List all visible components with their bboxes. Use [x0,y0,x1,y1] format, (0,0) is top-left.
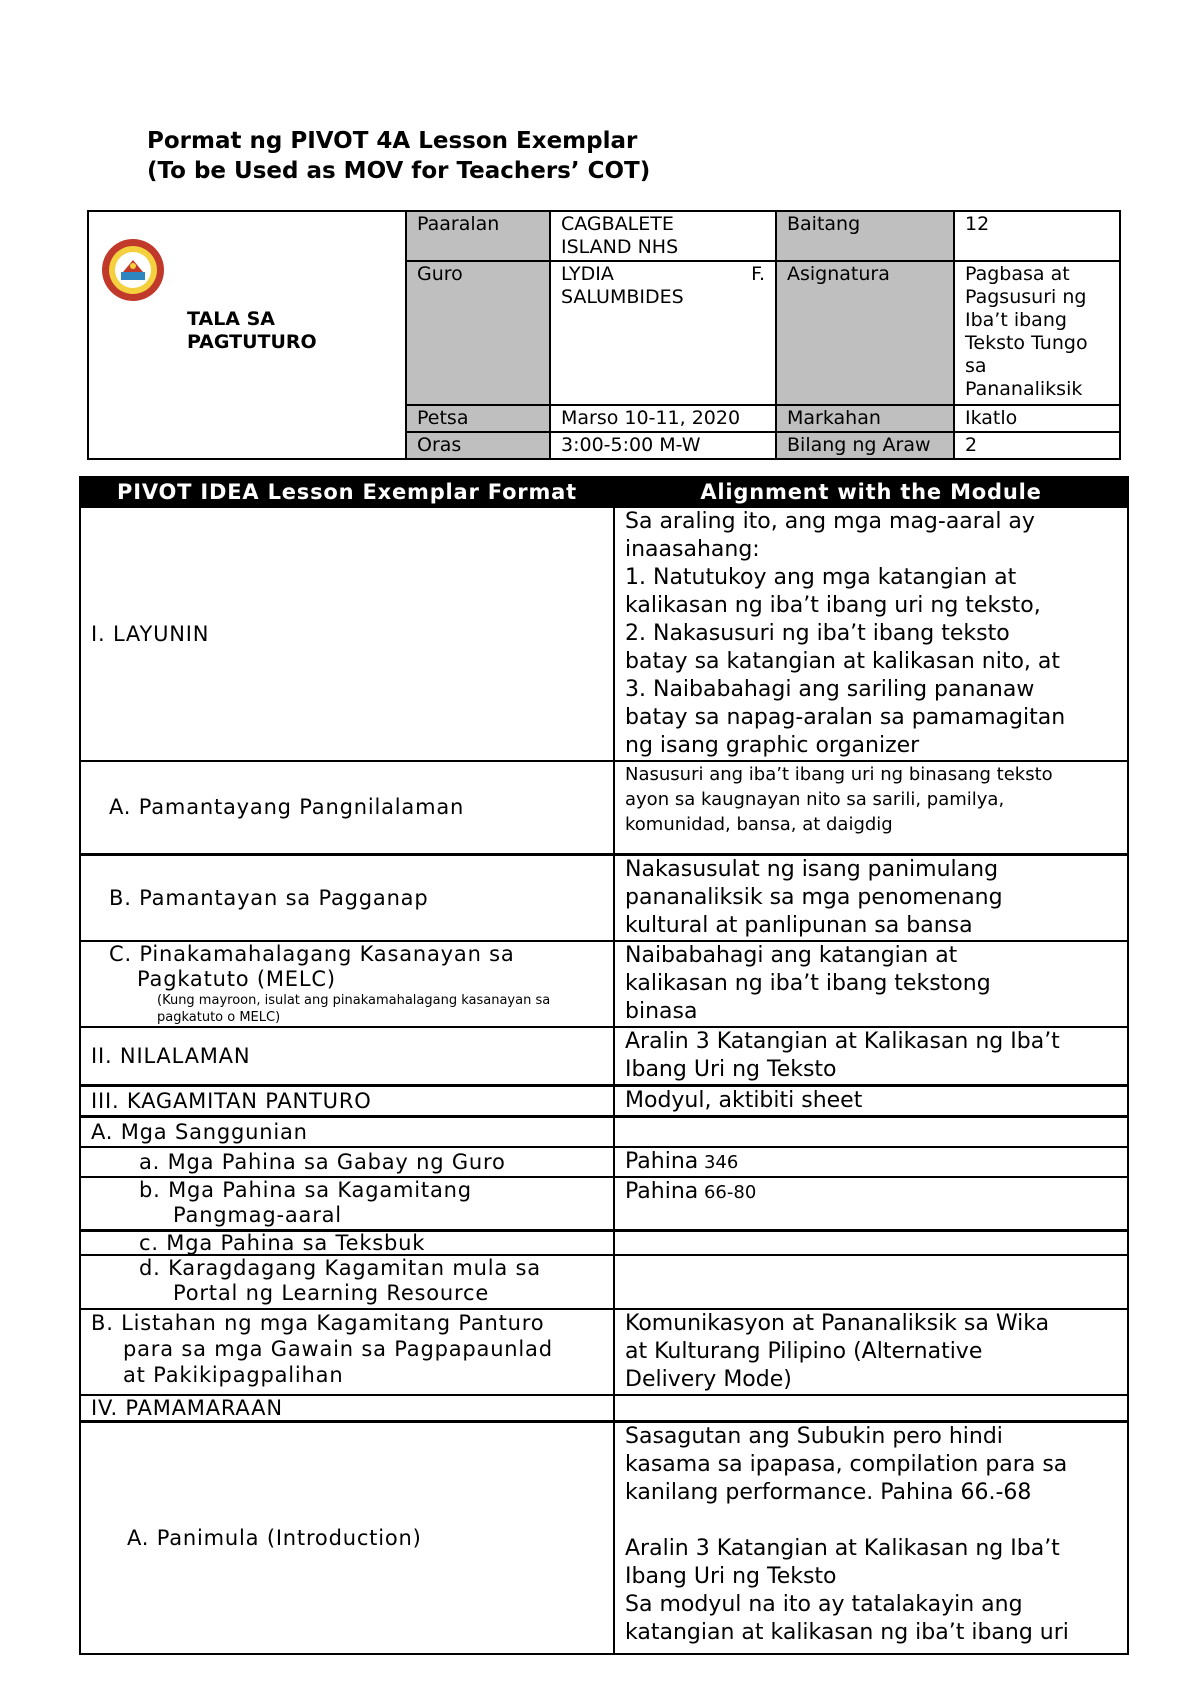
table-row [80,1116,1128,1147]
kagamitan-label: III. KAGAMITAN PANTURO [80,1085,614,1116]
table-row [80,1231,1128,1256]
nilalaman-label: II. NILALAMAN [80,1027,614,1086]
panimula-label: A. Panimula (Introduction) [80,1422,614,1654]
tala-sa-pagtuturo: TALA SA PAGTUTURO [187,308,317,353]
asignatura-label: Asignatura [776,261,954,405]
melc-value: Naibabahagi ang katangian at kalikasan ng iba’t ibang tekstong binasa [614,941,1128,1027]
listahan-label: B. Listahan ng mga Kagamitang Panturo para sa mga Gawain sa Pagpapaunlad at Pakikipagpalihan [80,1309,614,1395]
pagganap-label: B. Pamantayan sa Pagganap [80,854,614,941]
document-title [147,126,650,186]
oras-value: 3:00-5:00 M-W [550,432,776,459]
kagamitang-value: Pahina 66-80 [614,1177,1128,1231]
table-row [80,1147,1128,1177]
col-header-format: PIVOT IDEA Lesson Exemplar Format [80,477,614,507]
table-row [80,761,1128,854]
teksbuk-label: c. Mga Pahina sa Teksbuk [80,1231,614,1256]
table-row [80,1309,1128,1395]
guro-label: Guro [406,261,550,405]
pagganap-value: Nakasusulat ng isang panimulang pananaliksik sa mga penomenang kultural at panlipunan sa bansa [614,854,1128,941]
layunin-label: I. LAYUNIN [80,507,614,761]
melc-note: (Kung mayroon, isulat ang pinakamahalagang kasanayan sa pagkatuto o MELC) [157,992,551,1025]
markahan-value: Ikatlo [954,405,1120,432]
gabay-value: Pahina 346 [614,1147,1128,1177]
deped-seal-icon [101,238,165,302]
title-line-1: Pormat ng PIVOT 4A Lesson Exemplar [147,128,638,154]
table-row [80,1085,1128,1116]
sanggunian-value [614,1116,1128,1147]
lesson-exemplar-table [79,476,1129,1655]
paaralan-label: Paaralan [406,211,550,261]
pamamaraan-label: IV. PAMAMARAAN [80,1395,614,1422]
guro-value: LYDIA F. SALUMBIDES [550,261,776,405]
col-header-alignment: Alignment with the Module [614,477,1128,507]
title-line-2: (To be Used as MOV for Teachers’ COT) [147,158,651,184]
table-row [80,1177,1128,1231]
listahan-value: Komunikasyon at Pananaliksik sa Wika at Kulturang Pilipino (Alternative Delivery Mode) [614,1309,1128,1395]
lesson-info-table [87,210,1121,460]
oras-label: Oras [406,432,550,459]
pangnilalaman-value: Nasusuri ang iba’t ibang uri ng binasang teksto ayon sa kaugnayan nito sa sarili, pamilya, komunidad, bansa, at daigdig [614,761,1128,854]
karagdagang-value [614,1255,1128,1309]
pangnilalaman-label: A. Pamantayang Pangnilalaman [80,761,614,854]
table-row [80,1422,1128,1654]
kagamitang-label: b. Mga Pahina sa Kagamitang Pangmag-aaral [80,1177,614,1231]
markahan-label: Markahan [776,405,954,432]
sanggunian-label: A. Mga Sanggunian [80,1116,614,1147]
nilalaman-value: Aralin 3 Katangian at Kalikasan ng Iba’t Ibang Uri ng Teksto [614,1027,1128,1086]
asignatura-value: Pagbasa at Pagsusuri ng Iba’t ibang Teksto Tungo sa Pananaliksik [954,261,1120,405]
table-row [80,941,1128,1027]
table-row [80,854,1128,941]
kagamitan-value: Modyul, aktibiti sheet [614,1085,1128,1116]
karagdagang-label: d. Karagdagang Kagamitan mula sa Portal ng Learning Resource [80,1255,614,1309]
melc-label: C. Pinakamahalagang Kasanayan sa Pagkatuto (MELC) (Kung mayroon, isulat ang pinakamahalagang kasanayan sa pagkatuto o MELC) [80,941,614,1027]
panimula-value: Sasagutan ang Subukin pero hindi kasama sa ipapasa, compilation para sa kanilang performance. Pahina 66.-68 Aralin 3 Katangian at Kalikasan ng Iba’t Ibang Uri ng Teksto Sa modyul na ito ay tatalakayin ang katangian at kalikasan ng iba’t ibang uri [614,1422,1128,1654]
table-row [80,507,1128,761]
table-row [80,1027,1128,1086]
teksbuk-value [614,1231,1128,1256]
petsa-label: Petsa [406,405,550,432]
paaralan-value: CAGBALETE ISLAND NHS [550,211,776,261]
table-row [80,1395,1128,1422]
school-seal-cell [88,211,406,459]
gabay-label: a. Mga Pahina sa Gabay ng Guro [80,1147,614,1177]
table-row [80,1255,1128,1309]
baitang-label: Baitang [776,211,954,261]
bilang-ng-araw-value: 2 [954,432,1120,459]
bilang-ng-araw-label: Bilang ng Araw [776,432,954,459]
petsa-value: Marso 10-11, 2020 [550,405,776,432]
layunin-value: Sa araling ito, ang mga mag-aaral ay inaasahang: 1. Natutukoy ang mga katangian at kalikasan ng iba’t ibang uri ng teksto, 2. Nakasusuri ng iba’t ibang teksto batay sa katangian at kalikasan nito, at 3. Naibabahagi ang sariling pananaw batay sa napag-aralan sa pamamagitan ng isang graphic organizer [614,507,1128,761]
pamamaraan-value [614,1395,1128,1422]
baitang-value: 12 [954,211,1120,261]
